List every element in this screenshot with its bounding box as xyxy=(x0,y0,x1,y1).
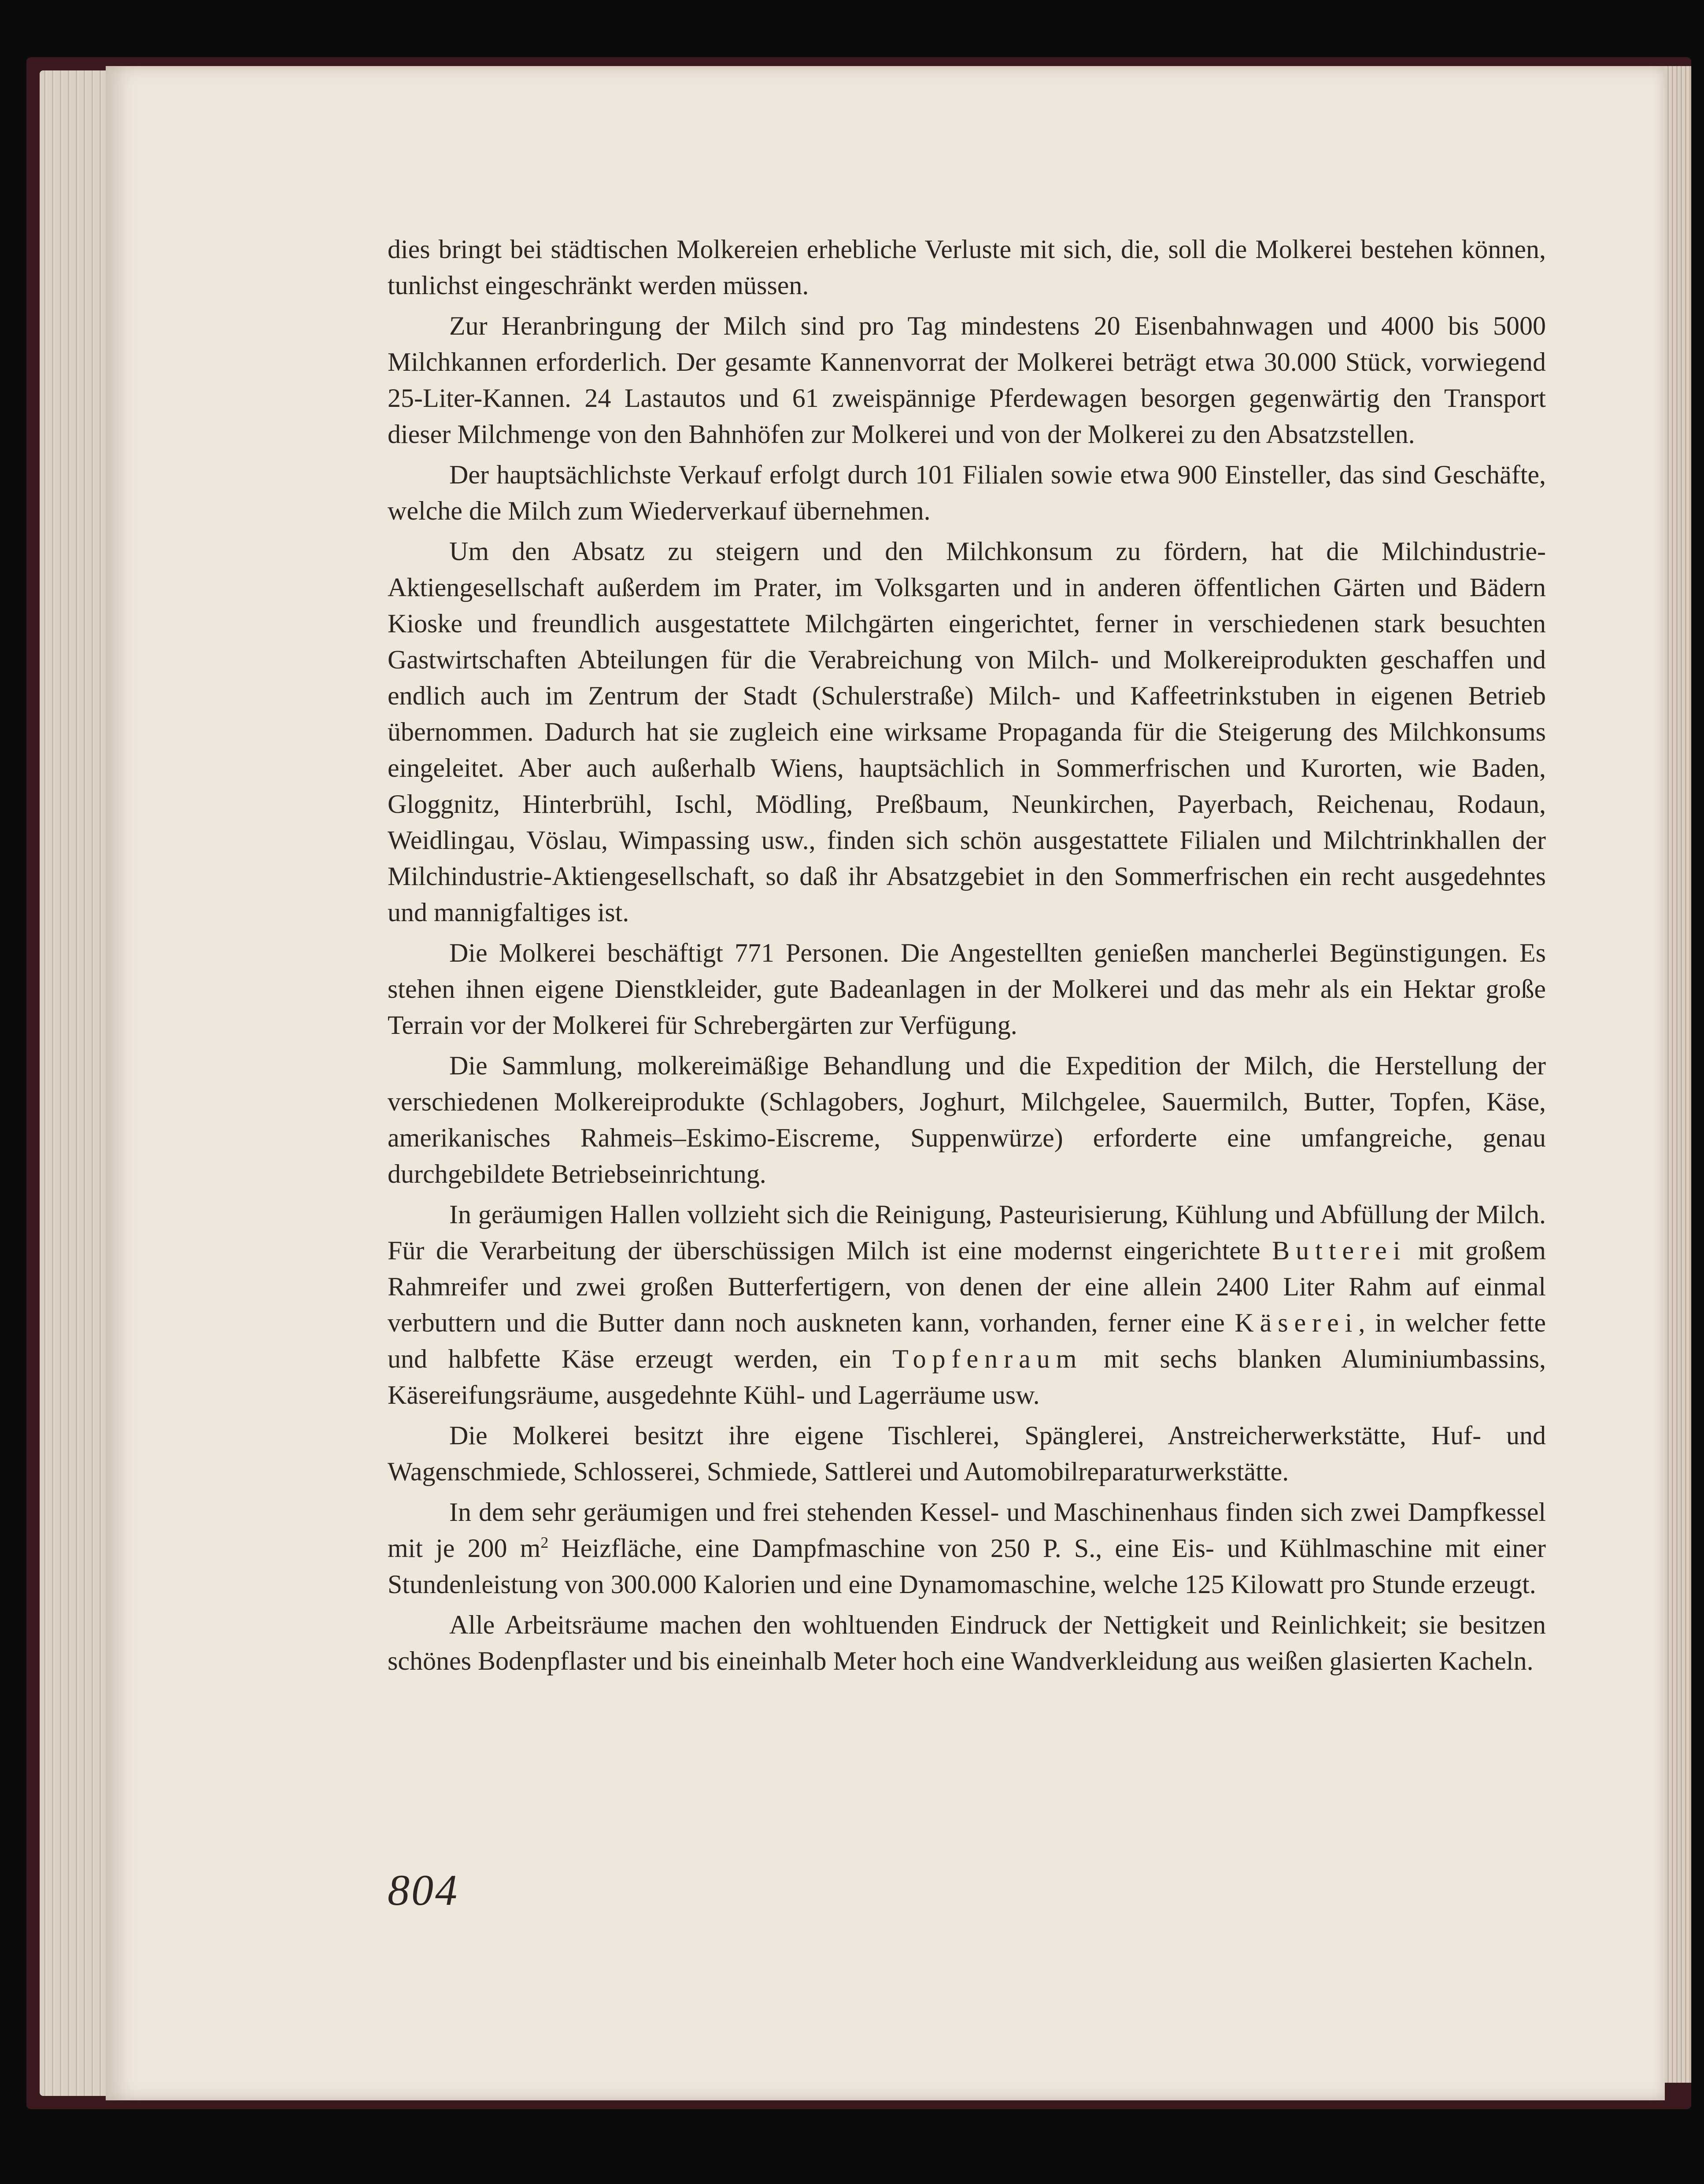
spaced-term-kaeserei: Käserei xyxy=(1235,1308,1359,1337)
paragraph-9-part-1: In dem sehr geräumigen und frei stehenden Kessel- und Maschinenhaus finden sich zwei Dampfkessel mit je 200 m xyxy=(388,1498,1546,1563)
paragraph-7-part-1: In geräumigen Hallen vollzieht sich die Reinigung, Pasteurisierung, Kühlung und Abfüllung der Milch. Für die Verarbeitung der überschüssigen Milch ist eine modernst eingerichtete xyxy=(388,1200,1546,1265)
paragraph-7-part-2: mit großem Rahmreifer und zwei großen Butterfertigern, von denen der eine allein 2400 Liter Rahm auf einmal verbuttern und die Butter dann noch auskneten kann, vorhanden, ferner eine xyxy=(388,1236,1546,1337)
paragraph-9 xyxy=(388,1494,1546,1602)
page-number: 804 xyxy=(388,1866,459,1915)
paragraph-5: Die Molkerei beschäftigt 771 Personen. Die Angestellten genießen mancherlei Begünstigungen. Es stehen ihnen eigene Dienstkleider, gute Badeanlagen in der Molkerei und das mehr als ein Hektar große Terrain vor der Molkerei für Schrebergärten zur Verfügung. xyxy=(388,938,1546,1040)
paragraph-6: Die Sammlung, molkereimäßige Behandlung und die Expedition der Milch, die Herstellung der verschiedenen Molkereiprodukte (Schlagobers, Joghurt, Milchgelee, Sauermilch, Butter, Topfen, Käse, amerikanisches Rahmeis–Eskimo-Eiscreme, Suppenwürze) erforderte eine umfangreiche, genau durchgebildete Betriebseinrichtung. xyxy=(388,1051,1546,1188)
page-text-block xyxy=(388,231,1546,1683)
paragraph-7-part-4: mit sechs blanken Aluminiumbassins, Käsereifungsräume, ausgedehnte Kühl- und Lagerräume usw. xyxy=(388,1344,1546,1409)
superscript-2: 2 xyxy=(540,1534,549,1551)
paragraph-10: Alle Arbeitsräume machen den wohltuenden Eindruck der Nettigkeit und Reinlichkeit; sie besitzen schönes Bodenpflaster und bis eineinhalb Meter hoch eine Wandverkleidung aus weißen glasierten Kacheln. xyxy=(388,1610,1546,1675)
paragraph-3: Der hauptsächlichste Verkauf erfolgt durch 101 Filialen sowie etwa 900 Einsteller, das sind Geschäfte, welche die Milch zum Wiederverkauf übernehmen. xyxy=(388,460,1546,525)
paragraph-7 xyxy=(388,1196,1546,1413)
spaced-term-butterei: Butterei xyxy=(1272,1236,1407,1265)
paragraph-8: Die Molkerei besitzt ihre eigene Tischlerei, Spänglerei, Anstreicherwerkstätte, Huf- und Wagenschmiede, Schlosserei, Schmiede, Sattlerei und Automobilreparaturwerkstätte. xyxy=(388,1421,1546,1486)
paragraph-7-part-3: , in welcher fette und halbfette Käse erzeugt werden, ein xyxy=(388,1308,1546,1373)
paragraph-1: dies bringt bei städtischen Molkereien erhebliche Verluste mit sich, die, soll die Molkerei bestehen können, tunlichst eingeschränkt werden müssen. xyxy=(388,235,1546,300)
spaced-term-topfenraum: Topfenraum xyxy=(892,1344,1083,1373)
paragraph-9-part-2: Heizfläche, eine Dampfmaschine von 250 P. S., eine Eis- und Kühlmaschine mit einer Stundenleistung von 300.000 Kalorien und eine Dynamomaschine, welche 125 Kilowatt pro Stunde erzeugt. xyxy=(388,1534,1546,1599)
paragraph-2: Zur Heranbringung der Milch sind pro Tag mindestens 20 Eisenbahnwagen und 4000 bis 5000 Milchkannen erforderlich. Der gesamte Kannenvorrat der Molkerei beträgt etwa 30.000 Stück, vorwiegend 25-Liter-Kannen. 24 Lastautos und 61 zweispännige Pferdewagen besorgen gegenwärtig den Transport dieser Milchmenge von den Bahnhöfen zur Molkerei und von der Molkerei zu den Absatzstellen. xyxy=(388,311,1546,449)
paragraph-4: Um den Absatz zu steigern und den Milchkonsum zu fördern, hat die Milchindustrie-Aktiengesellschaft außerdem im Prater, im Volksgarten und in anderen öffentlichen Gärten und Bädern Kioske und freundlich ausgestattete Milchgärten eingerichtet, ferner in verschiedenen stark besuchten Gastwirtschaften Abteilungen für die Verabreichung von Milch- und Molkereiprodukten geschaffen und endlich auch im Zentrum der Stadt (Schulerstraße) Milch- und Kaffeetrinkstuben in eigenen Betrieb übernommen. Dadurch hat sie zugleich eine wirksame Propaganda für die Steigerung des Milchkonsums eingeleitet. Aber auch außerhalb Wiens, hauptsächlich in Sommerfrischen und Kurorten, wie Baden, Gloggnitz, Hinterbrühl, Ischl, Mödling, Preßbaum, Neunkirchen, Payerbach, Reichenau, Rodaun, Weidlingau, Vöslau, Wimpassing usw., finden sich schön ausgestattete Filialen und Milchtrinkhallen der Milchindustrie-Aktiengesellschaft, so daß ihr Absatzgebiet in den Sommerfrischen ein recht ausgedehntes und mannigfaltiges ist. xyxy=(388,537,1546,927)
